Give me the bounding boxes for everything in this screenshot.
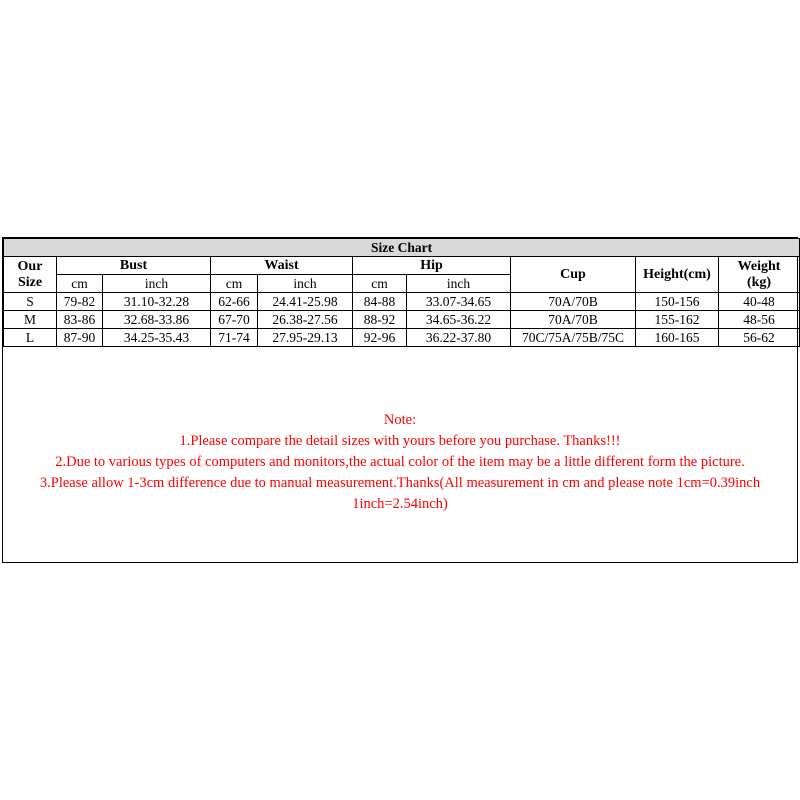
hip-inch-unit: inch [407,275,511,293]
waist-cm-cell: 71-74 [211,329,258,347]
our-size-header [4,257,57,293]
size-cell: S [4,293,57,311]
height-cell: 150-156 [636,293,719,311]
cup-cell: 70C/75A/75B/75C [511,329,636,347]
height-cell: 160-165 [636,329,719,347]
weight-cell: 40-48 [719,293,800,311]
note-line-2: 2.Due to various types of computers and monitors,the actual color of the item may be a little different form the picture. [55,454,745,470]
our-size-header-line2: Size [17,274,43,290]
waist-inch-unit: inch [258,275,353,293]
table-row [4,329,800,347]
size-chart-title: Size Chart [4,239,800,257]
bust-inch-unit: inch [103,275,211,293]
table-row [4,311,800,329]
note-line-4: 1inch=2.54inch) [352,496,448,512]
waist-cm-unit: cm [211,275,258,293]
height-header: Height(cm) [636,257,719,293]
waist-inch-cell: 24.41-25.98 [258,293,353,311]
bust-header: Bust [57,257,211,275]
hip-header: Hip [353,257,511,275]
waist-cm-cell: 67-70 [211,311,258,329]
weight-cell: 56-62 [719,329,800,347]
weight-header [719,257,800,293]
cup-cell: 70A/70B [511,293,636,311]
note-line-1: 1.Please compare the detail sizes with yours before you purchase. Thanks!!! [179,433,621,449]
waist-header: Waist [211,257,353,275]
waist-inch-cell: 27.95-29.13 [258,329,353,347]
bust-cm-unit: cm [57,275,103,293]
bust-cm-cell: 87-90 [57,329,103,347]
size-chart-panel [2,237,798,563]
size-cell: L [4,329,57,347]
weight-cell: 48-56 [719,311,800,329]
bust-inch-cell: 34.25-35.43 [103,329,211,347]
bust-cm-cell: 79-82 [57,293,103,311]
note-heading: Note: [383,412,417,428]
hip-cm-cell: 88-92 [353,311,407,329]
bust-cm-cell: 83-86 [57,311,103,329]
note-line-3: 3.Please allow 1-3cm difference due to manual measurement.Thanks(All measurement in cm and please note 1cm=0.39inch [39,475,761,491]
hip-cm-cell: 84-88 [353,293,407,311]
waist-cm-cell: 62-66 [211,293,258,311]
size-cell: M [4,311,57,329]
hip-cm-unit: cm [353,275,407,293]
bust-inch-cell: 31.10-32.28 [103,293,211,311]
hip-inch-cell: 34.65-36.22 [407,311,511,329]
waist-inch-cell: 26.38-27.56 [258,311,353,329]
hip-inch-cell: 33.07-34.65 [407,293,511,311]
table-row [4,293,800,311]
hip-inch-cell: 36.22-37.80 [407,329,511,347]
weight-header-line2: (kg) [746,274,772,290]
cup-cell: 70A/70B [511,311,636,329]
hip-cm-cell: 92-96 [353,329,407,347]
bust-inch-cell: 32.68-33.86 [103,311,211,329]
cup-header: Cup [511,257,636,293]
our-size-header-line1: Our [17,258,43,274]
height-cell: 155-162 [636,311,719,329]
weight-header-line1: Weight [737,258,781,274]
notes-block [3,410,797,515]
size-chart-table [3,238,800,347]
